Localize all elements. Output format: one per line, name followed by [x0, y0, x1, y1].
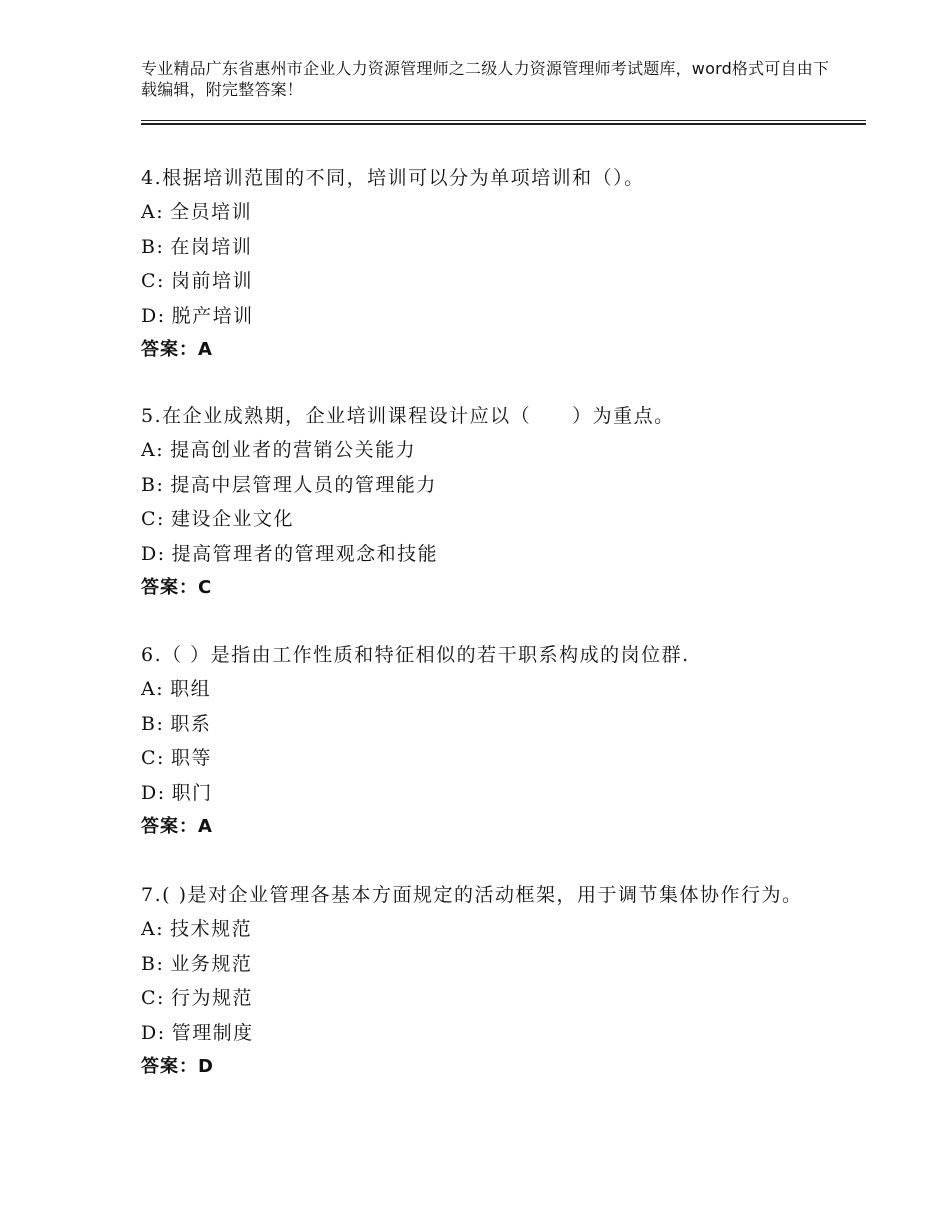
question-stem: 5.在企业成熟期，企业培训课程设计应以（ ）为重点。 — [141, 405, 675, 427]
header-double-rule — [141, 120, 866, 125]
option-key: D: — [141, 542, 166, 565]
option-text: 提高中层管理人员的管理能力 — [170, 473, 437, 496]
option-a — [141, 912, 821, 947]
option-text: 管理制度 — [171, 1021, 254, 1044]
option-key: D: — [141, 781, 166, 804]
option-text: 全员培训 — [170, 201, 253, 223]
option-c — [141, 264, 821, 299]
option-key: A: — [141, 678, 165, 700]
option-key: A: — [141, 201, 165, 223]
option-c — [141, 741, 821, 776]
option-text: 行为规范 — [170, 987, 253, 1009]
option-text: 职门 — [171, 781, 213, 804]
option-d — [141, 1016, 821, 1051]
option-text: 技术规范 — [170, 918, 253, 940]
option-text: 提高管理者的管理观念和技能 — [171, 542, 439, 565]
option-a — [141, 433, 821, 468]
option-key: A: — [141, 439, 165, 461]
question-stem: 7.( )是对企业管理各基本方面规定的活动框架，用于调节集体协作行为。 — [141, 884, 803, 906]
option-a — [141, 195, 821, 230]
option-key: A: — [141, 918, 165, 940]
option-text: 职组 — [170, 678, 212, 700]
option-c — [141, 502, 821, 537]
option-c — [141, 981, 821, 1016]
answer-label: 答案：A — [141, 816, 213, 837]
answer-label: 答案：A — [141, 339, 213, 360]
option-text: 业务规范 — [170, 952, 253, 975]
option-d — [141, 537, 821, 572]
option-key: C: — [141, 987, 165, 1009]
option-key: C: — [141, 508, 165, 530]
question-5 — [141, 399, 821, 605]
option-key: C: — [141, 747, 165, 769]
option-d — [141, 776, 821, 811]
option-text: 脱产培训 — [171, 304, 254, 327]
option-b — [141, 468, 821, 503]
option-text: 提高创业者的营销公关能力 — [170, 439, 417, 461]
document-header: 专业精品广东省惠州市企业人力资源管理师之二级人力资源管理师考试题库，word格式可自由下载编辑，附完整答案！ — [141, 59, 830, 99]
option-b — [141, 947, 821, 982]
option-key: C: — [141, 270, 165, 292]
option-key: B: — [141, 712, 165, 735]
answer-label: 答案：C — [141, 577, 213, 598]
option-text: 建设企业文化 — [170, 508, 294, 530]
option-key: B: — [141, 235, 165, 258]
option-key: D: — [141, 304, 166, 327]
option-text: 职等 — [170, 747, 212, 769]
question-stem: 6.（ ）是指由工作性质和特征相似的若干职系构成的岗位群. — [141, 644, 690, 666]
option-a — [141, 672, 821, 707]
question-7 — [141, 878, 821, 1084]
answer-label: 答案：D — [141, 1056, 214, 1077]
option-b — [141, 230, 821, 265]
question-stem: 4.根据培训范围的不同，培训可以分为单项培训和（）。 — [141, 167, 645, 189]
option-text: 在岗培训 — [170, 235, 253, 258]
question-6 — [141, 638, 821, 844]
option-text: 职系 — [170, 712, 212, 735]
option-b — [141, 707, 821, 742]
option-key: B: — [141, 473, 165, 496]
option-key: B: — [141, 952, 165, 975]
option-d — [141, 299, 821, 334]
option-text: 岗前培训 — [170, 270, 253, 292]
option-key: D: — [141, 1021, 166, 1044]
question-4 — [141, 161, 821, 367]
